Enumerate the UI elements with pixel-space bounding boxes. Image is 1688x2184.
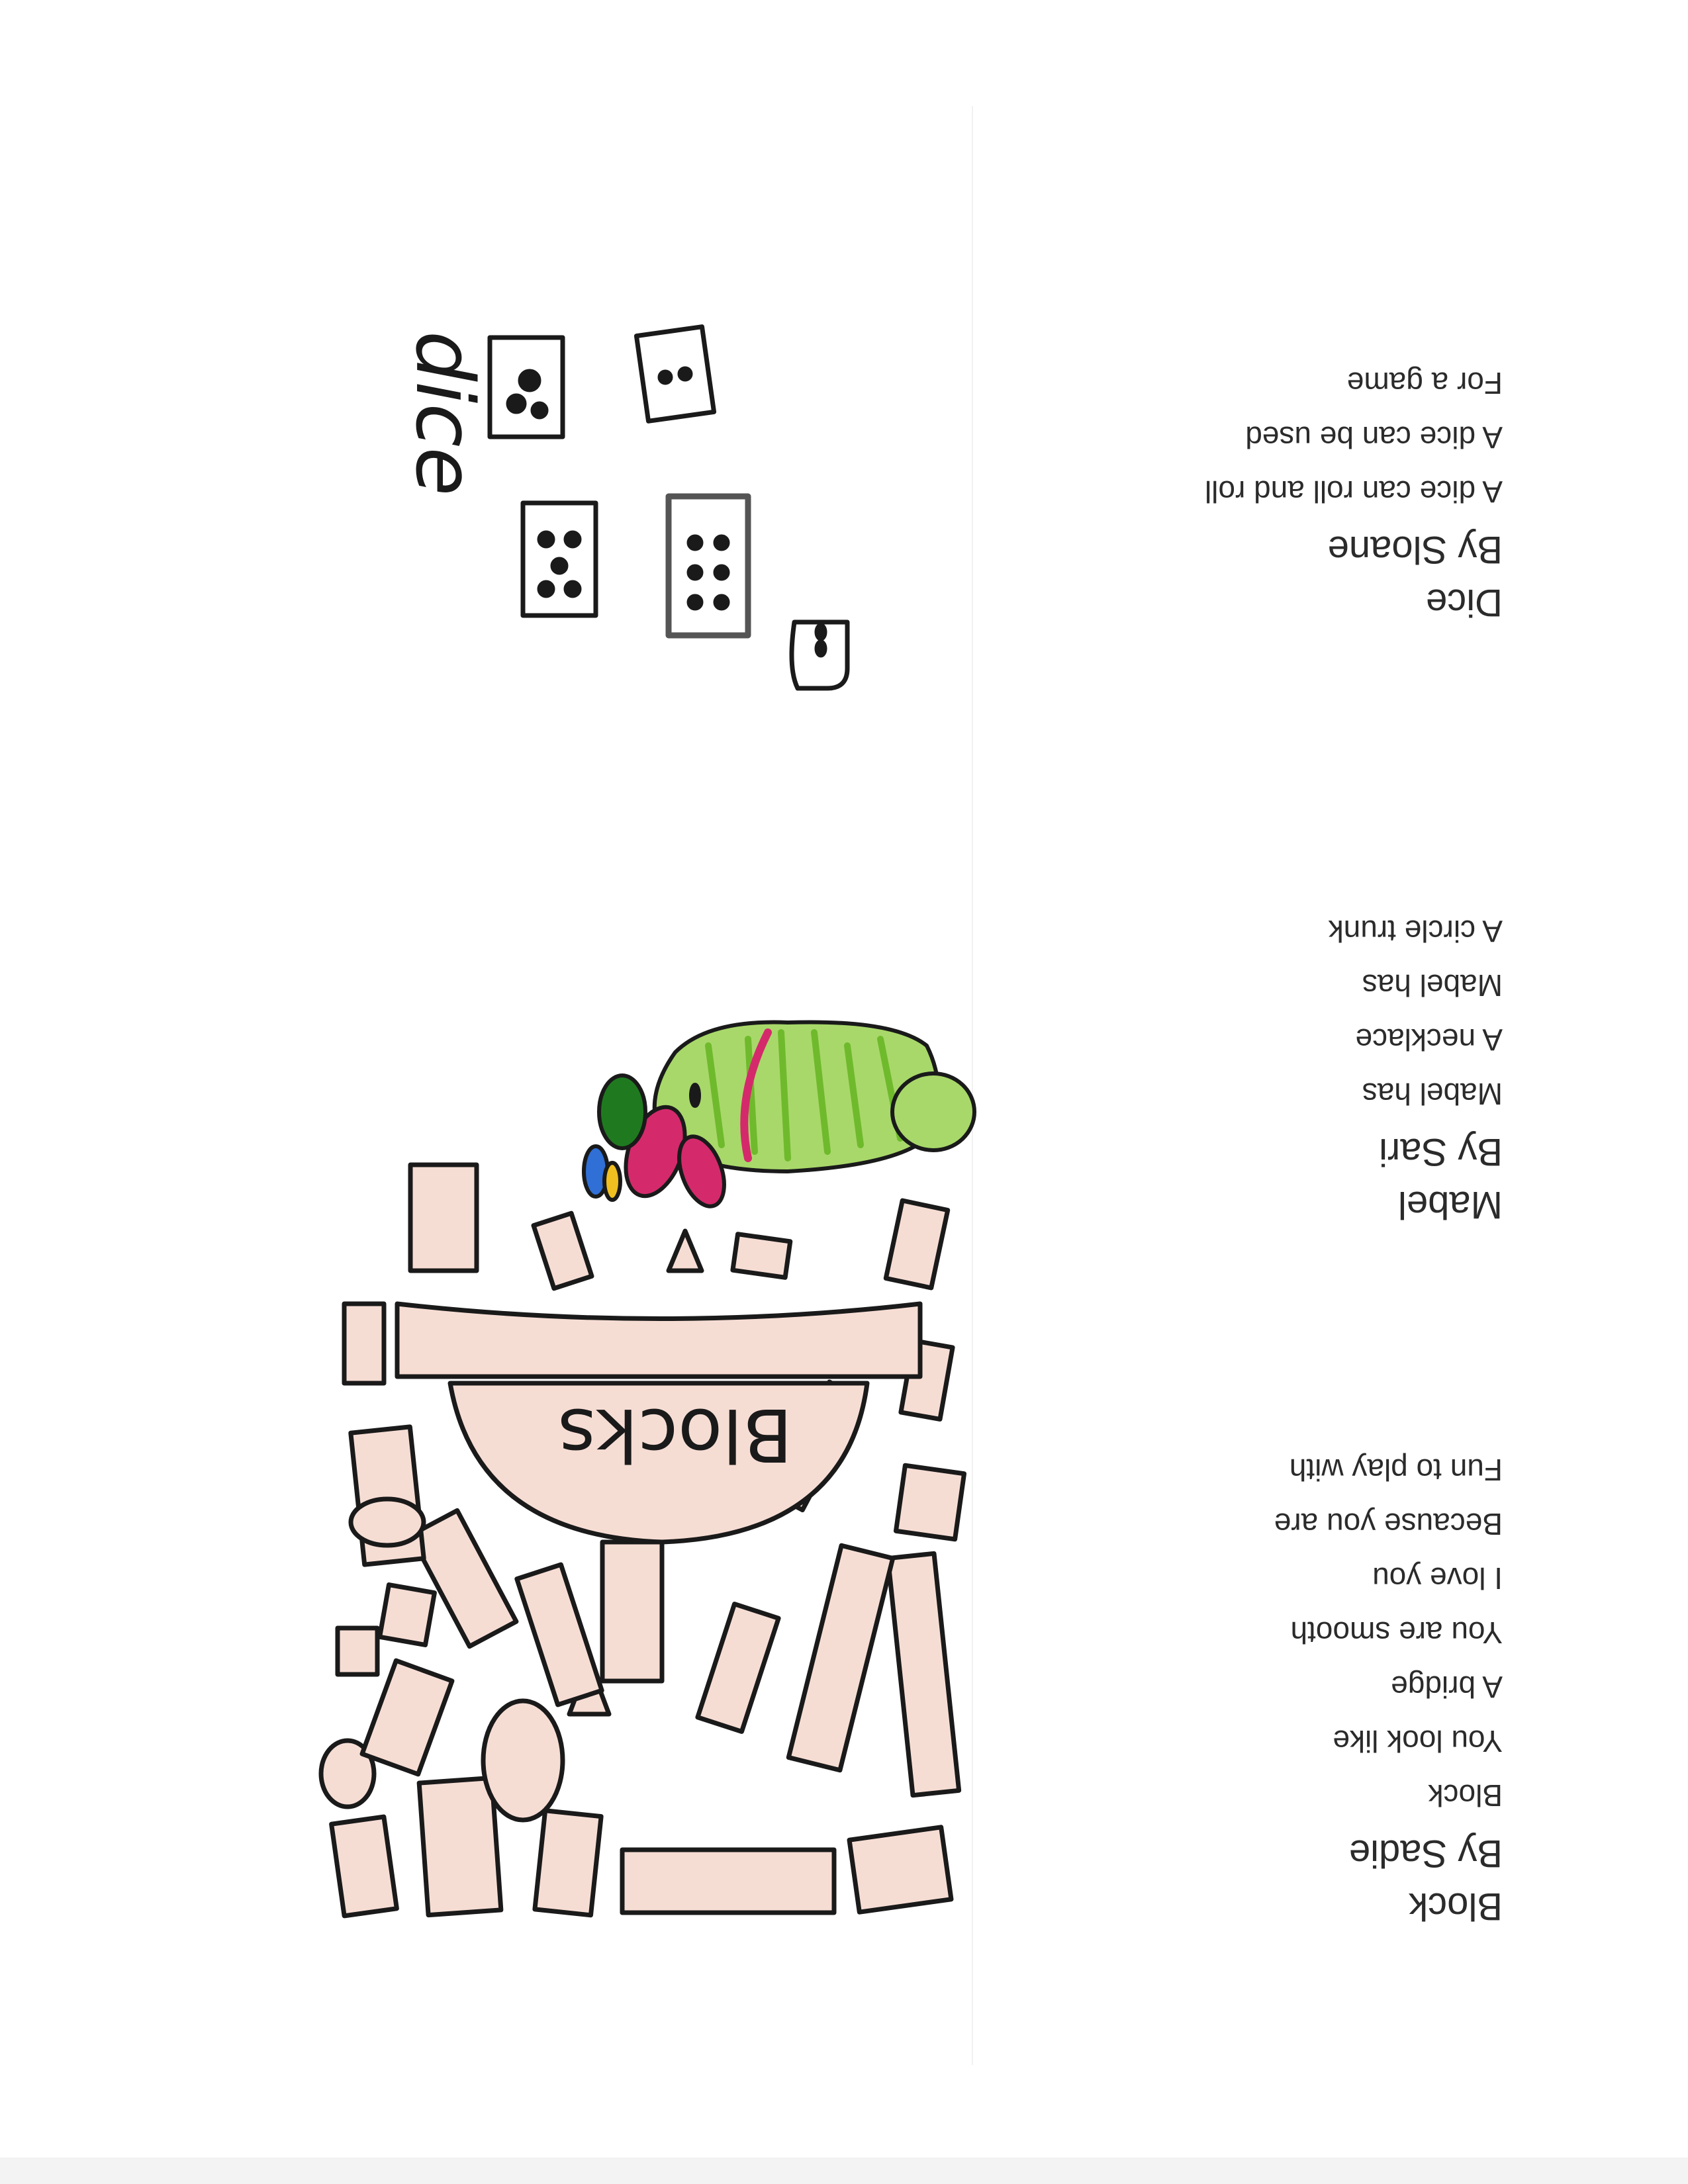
poem-line: For a game bbox=[1346, 366, 1503, 400]
poem-line: A dice can be used bbox=[1245, 420, 1503, 455]
poem-title: Block bbox=[1409, 1885, 1503, 1928]
poem-line: You look like bbox=[1333, 1724, 1503, 1758]
poem-author: By Sadie bbox=[1348, 1832, 1503, 1875]
poem-author: By Sari bbox=[1379, 1130, 1503, 1173]
poem-line: Because you are bbox=[1274, 1507, 1503, 1541]
poem-line: Mabel has bbox=[1362, 968, 1503, 1003]
poem-title: Dice bbox=[1425, 581, 1503, 624]
poem-block bbox=[1132, 1443, 1503, 1933]
poem-author: By Sloane bbox=[1327, 528, 1503, 571]
poem-mabel bbox=[1132, 904, 1503, 1231]
poem-line: A necklace bbox=[1355, 1023, 1503, 1057]
elephant-drawing-svg bbox=[523, 946, 986, 1211]
poem-line: Fun to play with bbox=[1289, 1453, 1503, 1487]
poem-line: I love you bbox=[1372, 1561, 1503, 1596]
scan-edge bbox=[0, 2158, 1688, 2184]
poem-line: A dice can roll and roll bbox=[1204, 475, 1503, 509]
poem-line: A circle trunk bbox=[1328, 914, 1503, 948]
poem-line: Mabel has bbox=[1362, 1077, 1503, 1111]
dice-drawing-svg bbox=[344, 245, 874, 708]
poem-line: A bridge bbox=[1391, 1670, 1503, 1704]
poem-dice bbox=[1132, 356, 1503, 629]
blocks-drawing-label: Blocks bbox=[557, 1392, 793, 1477]
dice-drawing bbox=[344, 245, 874, 708]
elephant-drawing bbox=[523, 946, 986, 1211]
poem-line: Block bbox=[1428, 1778, 1503, 1813]
poem-line: You are smooth bbox=[1290, 1615, 1503, 1650]
dice-drawing-label: dice bbox=[398, 331, 490, 496]
poem-title: Mabel bbox=[1398, 1183, 1503, 1226]
